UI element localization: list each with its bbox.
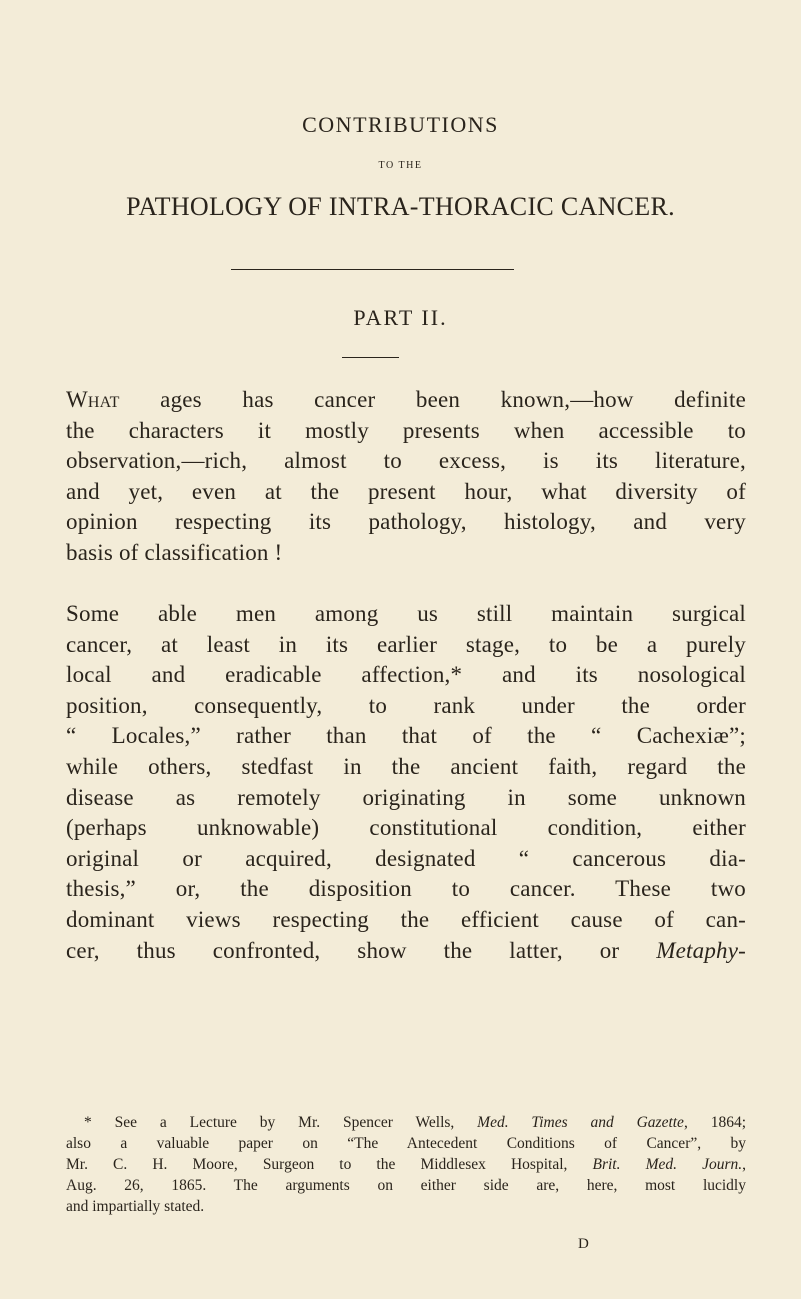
signature-mark: D: [578, 1236, 589, 1252]
paragraph-1: [66, 385, 746, 569]
paragraph-2: [66, 599, 746, 966]
paragraph-2-line: disease as remotely originating in some unknown: [66, 784, 746, 810]
part-heading: PART II.: [353, 305, 448, 330]
title-divider-rule: [231, 269, 514, 270]
paragraph-1-line: opinion respecting its pathology, histology, and very: [66, 509, 746, 535]
paragraph-1-line: What ages has cancer been known,—how definite: [66, 387, 746, 412]
title-pathology: PATHOLOGY OF INTRA-THORACIC CANCER.: [126, 192, 675, 221]
footnote: [66, 1112, 746, 1217]
title-to-the: TO THE: [378, 160, 423, 171]
title-contributions: CONTRIBUTIONS: [302, 112, 499, 137]
paragraph-1-line: and yet, even at the present hour, what diversity of: [66, 478, 746, 504]
footnote-line: * See a Lecture by Mr. Spencer Wells, Med. Times and Gazette, 1864;: [84, 1114, 746, 1131]
paragraph-2-line: “ Locales,” rather than that of the “ Cachexiæ”;: [66, 723, 746, 749]
paragraph-2-line: original or acquired, designated “ cancerous dia-: [66, 845, 746, 871]
paragraph-2-line: position, consequently, to rank under the order: [66, 692, 746, 718]
paragraph-1-line: observation,—rich, almost to excess, is its literature,: [66, 448, 746, 474]
paragraph-2-line: while others, stedfast in the ancient faith, regard the: [66, 753, 746, 779]
italic-word: Metaphy-: [656, 937, 746, 963]
footnote-line: Aug. 26, 1865. The arguments on either side are, here, most lucidly: [66, 1177, 746, 1194]
paragraph-2-line: local and eradicable affection,* and its nosological: [66, 662, 746, 688]
paragraph-2-line: (perhaps unknowable) constitutional condition, either: [66, 815, 746, 841]
paragraph-2-line: cancer, at least in its earlier stage, to be a purely: [66, 631, 746, 657]
paragraph-2-line: dominant views respecting the efficient cause of can-: [66, 906, 746, 932]
part-divider-rule: [342, 357, 399, 358]
paragraph-2-line: cer, thus confronted, show the latter, or Metaphy-: [66, 937, 746, 963]
footnote-line: Mr. C. H. Moore, Surgeon to the Middlesex Hospital, Brit. Med. Journ.,: [66, 1156, 746, 1173]
paragraph-1-line: the characters it mostly presents when accessible to: [66, 417, 746, 443]
drop-word: What: [66, 387, 120, 412]
paragraph-2-line: Some able men among us still maintain surgical: [66, 601, 746, 626]
footnote-line: and impartially stated.: [66, 1198, 205, 1215]
paragraph-2-line: thesis,” or, the disposition to cancer. These two: [66, 876, 746, 902]
footnote-line: also a valuable paper on “The Antecedent Conditions of Cancer”, by: [66, 1135, 746, 1152]
paragraph-1-line: basis of classification !: [66, 539, 283, 565]
